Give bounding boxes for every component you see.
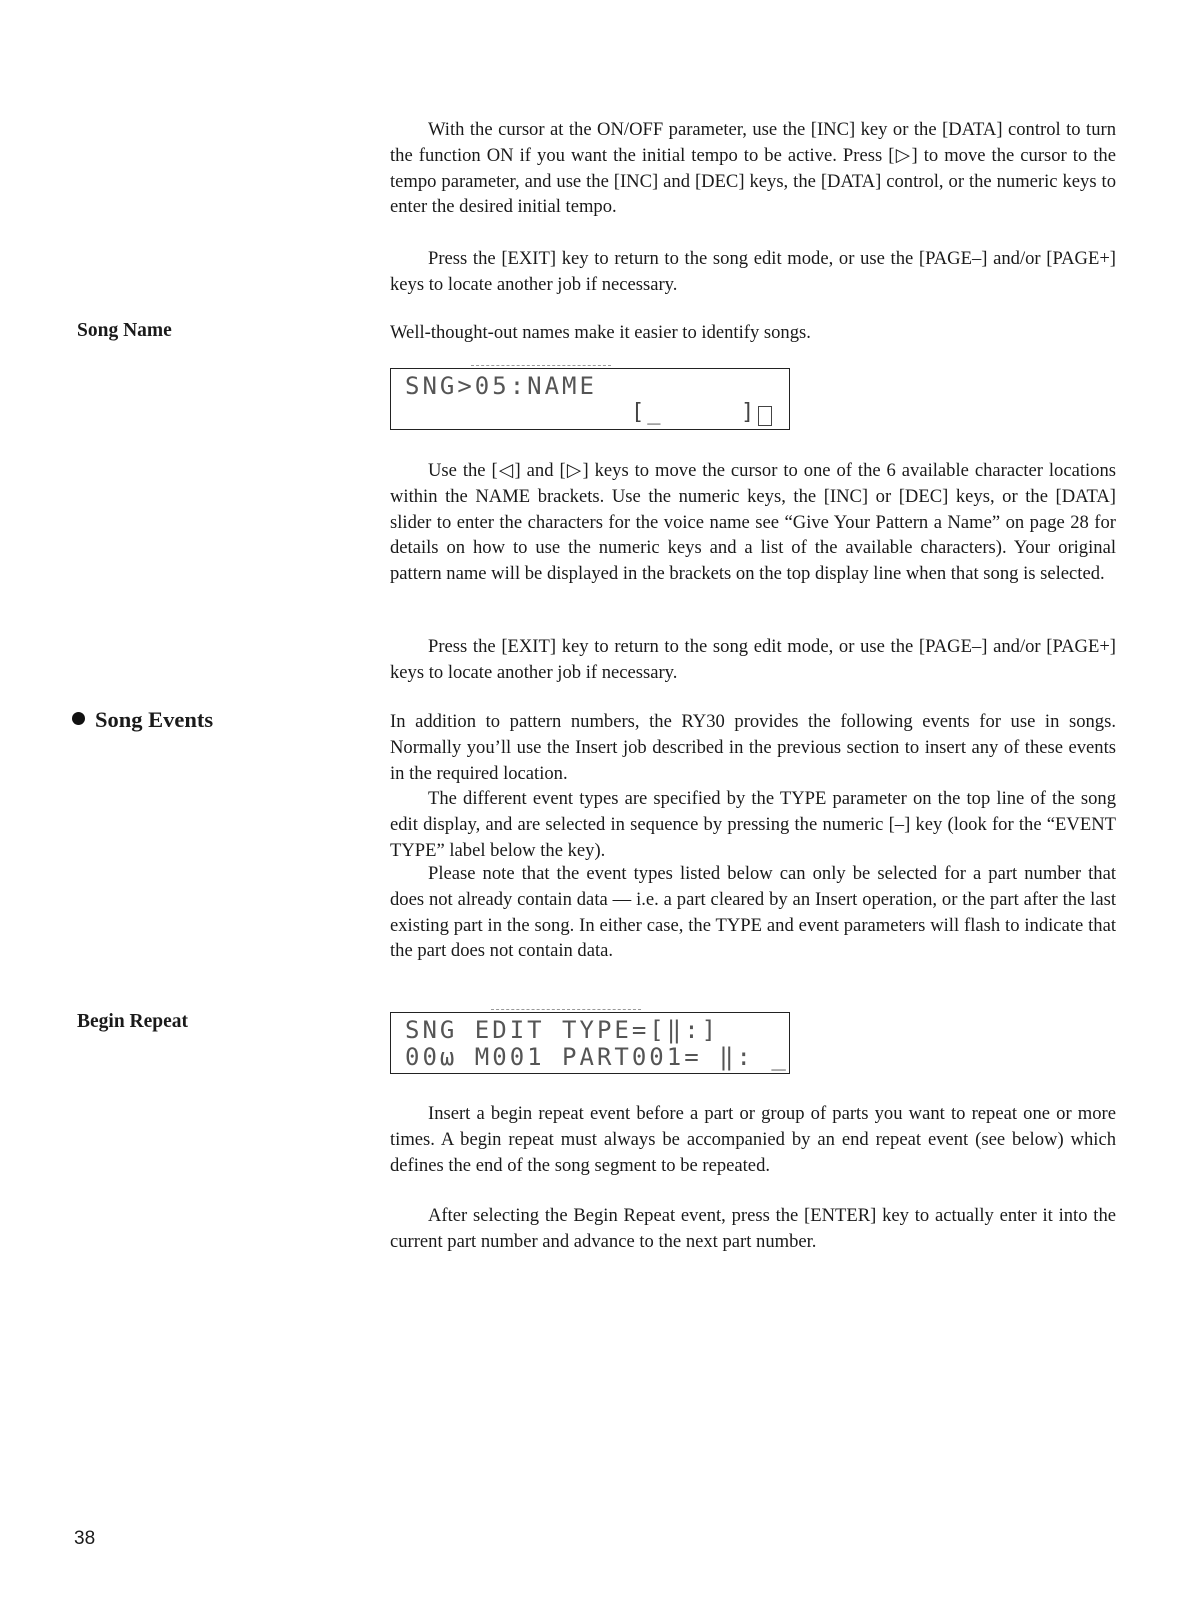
name-bracket-open: [_	[631, 400, 664, 425]
song-name-lcd-display	[390, 368, 790, 430]
page-number: 38	[74, 1528, 96, 1549]
intro-paragraph-1: With the cursor at the ON/OFF parameter, use the [INC] key or the [DATA] control to turn the function ON if you want the initial tempo to be active. Press [▷] to move the cursor to the tempo parameter, and use the [INC] and [DEC] keys, the [DATA] control, or the numeric keys to enter the desired initial tempo.	[390, 119, 1116, 218]
lcd-cursor-block-icon	[758, 406, 772, 426]
lcd-top-mark	[491, 1009, 641, 1010]
song-name-lcd-line-1: SNG>05:NAME	[405, 372, 597, 400]
song-name-paragraph-1: Use the [◁] and [▷] keys to move the cursor to one of the 6 available character locations within the NAME brackets. Use the numeric keys, the [INC] or [DEC] keys, or the [DATA] slider to enter the characters for the voice name see “Give Your Pattern a Name” on page 28 for details on how to use the numeric keys and a list of the available characters). Your original pattern name will be displayed in the brackets on the top display line when that song is selected.	[390, 460, 1116, 585]
begin-repeat-lcd-line-2: 00ω M001 PART001= ‖: _	[405, 1043, 789, 1071]
bullet-icon	[72, 712, 85, 725]
begin-repeat-lcd-display	[390, 1012, 790, 1074]
song-events-heading-text: Song Events	[95, 707, 214, 732]
lcd-top-mark	[471, 365, 611, 366]
song-events-heading	[72, 707, 213, 733]
begin-repeat-lcd-line-1: SNG EDIT TYPE=[‖:]	[405, 1016, 720, 1044]
begin-repeat-heading: Begin Repeat	[77, 1011, 189, 1032]
name-bracket-close: ]	[741, 400, 758, 425]
song-name-paragraph-2: Press the [EXIT] key to return to the song edit mode, or use the [PAGE–] and/or [PAGE+] keys to locate another job if necessary.	[390, 636, 1116, 683]
song-events-paragraph-2: The different event types are specified by the TYPE parameter on the top line of the song edit display, and are selected in sequence by pressing the numeric [–] key (look for the “EVENT TYPE” label below the key).	[390, 788, 1116, 861]
song-events-paragraph-1: In addition to pattern numbers, the RY30 provides the following events for use in songs. Normally you’ll use the Insert job described in the previous section to insert any of these events in the required location.	[390, 711, 1116, 784]
begin-repeat-paragraph-2: After selecting the Begin Repeat event, press the [ENTER] key to actually enter it into the current part number and advance to the next part number.	[390, 1205, 1116, 1252]
song-name-heading: Song Name	[77, 320, 172, 341]
song-events-paragraph-3: Please note that the event types listed below can only be selected for a part number that does not already contain data — i.e. a part cleared by an Insert operation, or the part after the last existing part in the song. In either case, the TYPE and event parameters will flash to indicate that the part does not contain data.	[390, 863, 1116, 962]
intro-paragraph-2: Press the [EXIT] key to return to the song edit mode, or use the [PAGE–] and/or [PAGE+] keys to locate another job if necessary.	[390, 248, 1116, 295]
begin-repeat-paragraph-1: Insert a begin repeat event before a part or group of parts you want to repeat one or more times. A begin repeat must always be accompanied by an end repeat event (see below) which defines the end of the song segment to be repeated.	[390, 1103, 1116, 1176]
song-name-lead: Well-thought-out names make it easier to identify songs.	[390, 322, 811, 343]
